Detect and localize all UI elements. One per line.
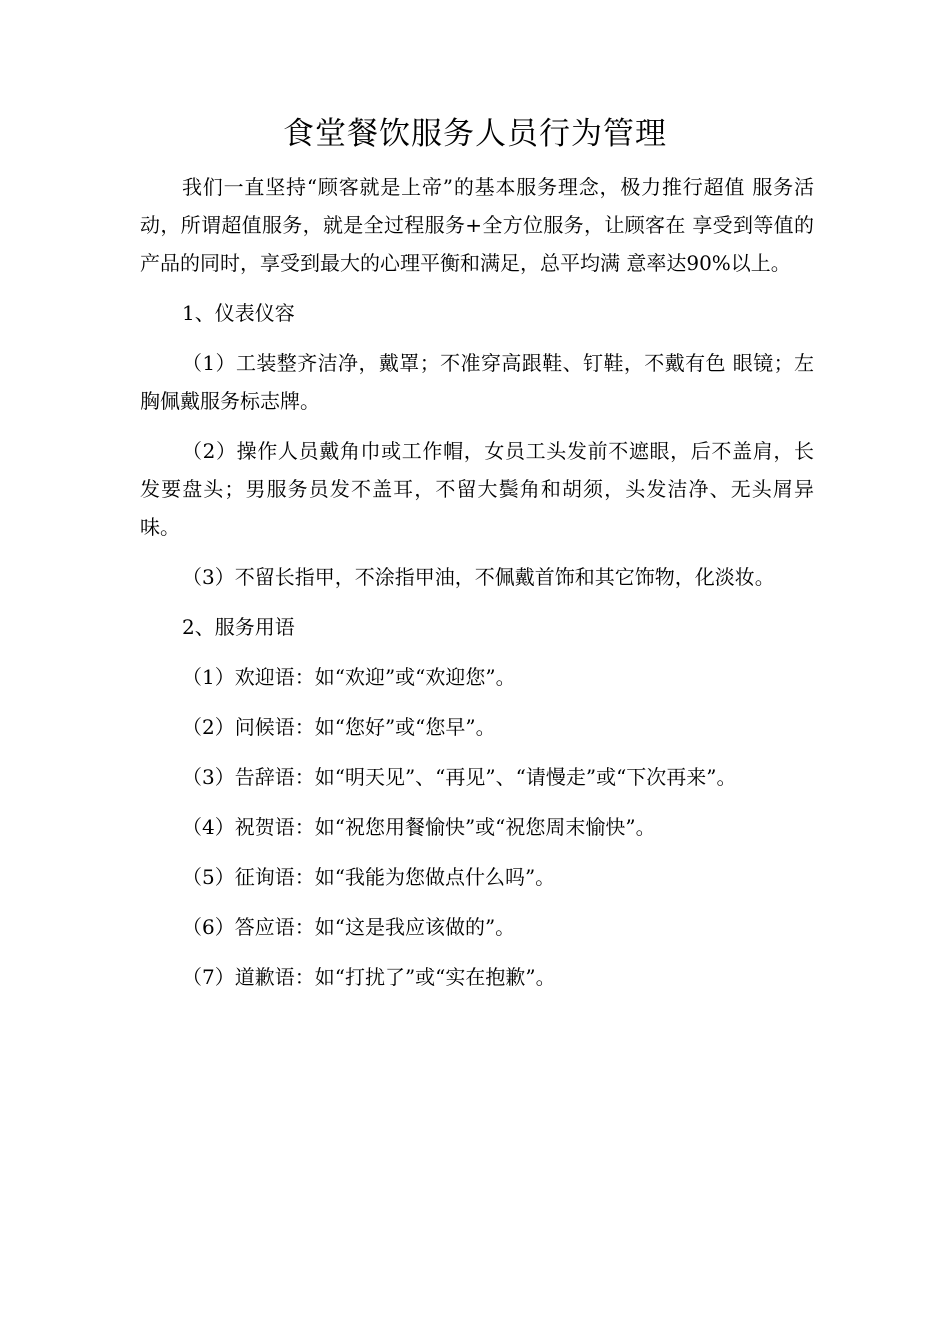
service-language-item-4: （4）祝贺语：如“祝您用餐愉快”或“祝您周末愉快”。	[182, 815, 656, 839]
section-heading-appearance: 1、仪表仪容	[182, 301, 295, 325]
document-body	[140, 168, 814, 1008]
intro-paragraph: 我们一直坚持“顾客就是上帝”的基本服务理念，极力推行超值 服务活动，所谓超值服务，就是全过程服务+全方位服务，让顾客在 享受到等值的产品的同时，享受到最大的心理平衡和满足，总平均满 意率达90%以上。	[140, 175, 814, 275]
service-language-item-7: （7）道歉语：如“打扰了”或“实在抱歉”。	[182, 965, 556, 989]
service-language-item-6: （6）答应语：如“这是我应该做的”。	[182, 915, 516, 939]
service-language-item-5: （5）征询语：如“我能为您做点什么吗”。	[182, 865, 556, 889]
appearance-item-3: （3）不留长指甲，不涂指甲油，不佩戴首饰和其它饰物，化淡妆。	[182, 565, 775, 589]
appearance-item-2: （2）操作人员戴角巾或工作帽，女员工头发前不遮眼，后不盖肩，长发要盘头；男服务员发不盖耳，不留大鬓角和胡须，头发洁净、无头屑异味。	[140, 439, 814, 539]
service-language-item-1: （1）欢迎语：如“欢迎”或“欢迎您”。	[182, 665, 516, 689]
section-heading-service-language: 2、服务用语	[182, 615, 295, 639]
appearance-item-1: （1）工装整齐洁净，戴罩；不准穿高跟鞋、钉鞋，不戴有色 眼镜；左胸佩戴服务标志牌。	[140, 351, 814, 413]
service-language-item-2: （2）问候语：如“您好”或“您早”。	[182, 715, 496, 739]
service-language-item-3: （3）告辞语：如“明天见”、“再见”、“请慢走”或“下次再来”。	[182, 765, 737, 789]
document-title: 食堂餐饮服务人员行为管理	[283, 116, 667, 152]
